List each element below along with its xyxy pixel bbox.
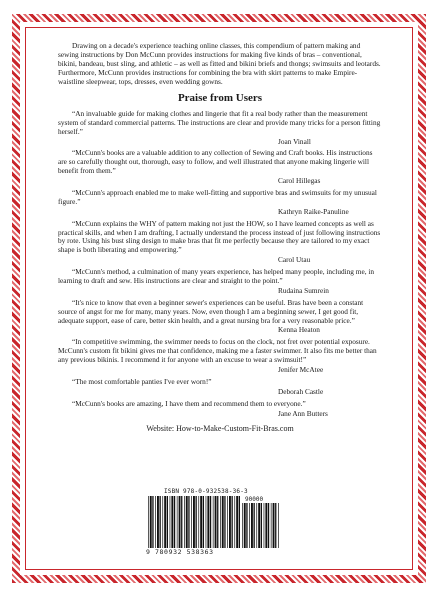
testimonial-quote: “McCunn's books are amazing, I have them and recommend them to everyone.” [72, 398, 306, 408]
addon-barcode-bars [242, 503, 280, 548]
testimonial [58, 338, 382, 375]
testimonial-quote: “McCunn's approach enabled me to make well-fitting and supportive bras and swimsuits for my unusual figure.” [58, 187, 377, 206]
testimonial-quote: “McCunn's method, a culmination of many years experience, has helped many people, including me, in learning to draft and sew. His instructions are clear and straight to the point.” [58, 267, 375, 285]
price-code: 90000 [245, 496, 264, 503]
book-description: Drawing on a decade's experience teaching online classes, this compendium of pattern making and sewing instructions by Don McCunn provides instructions for making five kinds of bras – conventional, bikini, bandeau, bust sling, and athletic – as well as fitted and bikini briefs and thongs; swimsuits and leotards. Furthermore, McCunn provides instructions for combining the bra with skirt patterns to make Empire-waistline sleepwear, tops, dresses, even wedding gowns. [58, 41, 381, 86]
testimonial-quote: “McCunn explains the WHY of pattern making not just the HOW, so I have learned concepts as well as practical skills, and when I am drafting, I actually understand the process instead of just following instructions by rote. Using his bust sling design to make bras that fit me perfectly because they are tailored to my exact shape is both liberating and empowering.” [58, 218, 381, 255]
testimonial-author: Joan Vinall [278, 136, 311, 146]
testimonial-author: Kenna Heaton [278, 325, 320, 335]
testimonial-author: Carol Hillegas [278, 176, 321, 186]
website-text: Website: How-to-Make-Custom-Fit-Bras.com [146, 424, 294, 434]
ean-barcode-bars [148, 496, 240, 548]
testimonial-author: Jane Ann Butters [278, 408, 328, 418]
testimonial-quote: “In competitive swimming, the swimmer needs to focus on the clock, not fret over potential exposure. McCunn's custom fit bikini gives me that confidence, making me a faster swimmer. It also fits me better than any previous bikinis. I recommend it for anyone with an excuse to wear a swimsuit!” [58, 337, 377, 365]
testimonial [58, 268, 382, 296]
testimonial-author: Kathryn Raike-Panuline [278, 206, 349, 216]
testimonial-author: Carol Utau [278, 255, 311, 265]
testimonial [58, 220, 382, 265]
testimonial [58, 189, 382, 217]
testimonial [58, 149, 382, 186]
ean-number: 9 780932 538363 [146, 548, 214, 556]
testimonial-author: Jenifer McAtee [278, 365, 324, 375]
testimonial-quote: “It's nice to know that even a beginner sewer's experiences can be useful. Bras have been a constant source of angst for me for many, many years. Now, even though I am a beginning sewer, I get good fit, adequate support, ease of care, better skin health, and a great nursing bra for a very reasonable price.” [58, 297, 364, 325]
testimonial-author: Rudaina Sumrein [278, 285, 329, 295]
testimonial-author: Deborah Castle [278, 386, 324, 396]
cover-text-block [58, 42, 382, 434]
testimonial-quote: “McCunn's books are a valuable addition to any collection of Sewing and Craft books. His instructions are so carefully thought out, thorough, easy to follow, and well illustrated that anyone making lingerie will benefit from them.” [58, 148, 373, 176]
testimonials-list [58, 110, 382, 419]
testimonial-quote: “The most comfortable panties I've ever worn!” [72, 376, 212, 386]
testimonial [58, 110, 382, 147]
praise-heading: Praise from Users [177, 92, 263, 105]
testimonial [58, 378, 382, 397]
isbn-barcode [146, 487, 284, 559]
isbn-number: ISBN 978-0-932538-36-3 [164, 488, 248, 495]
testimonial [58, 299, 382, 336]
testimonial-quote: “An invaluable guide for making clothes and lingerie that fit a real body rather than the measurement system of standard commercial patterns. The instructions are clear and provide many tricks for a person fitting herself.” [58, 108, 381, 136]
testimonial [58, 400, 382, 419]
